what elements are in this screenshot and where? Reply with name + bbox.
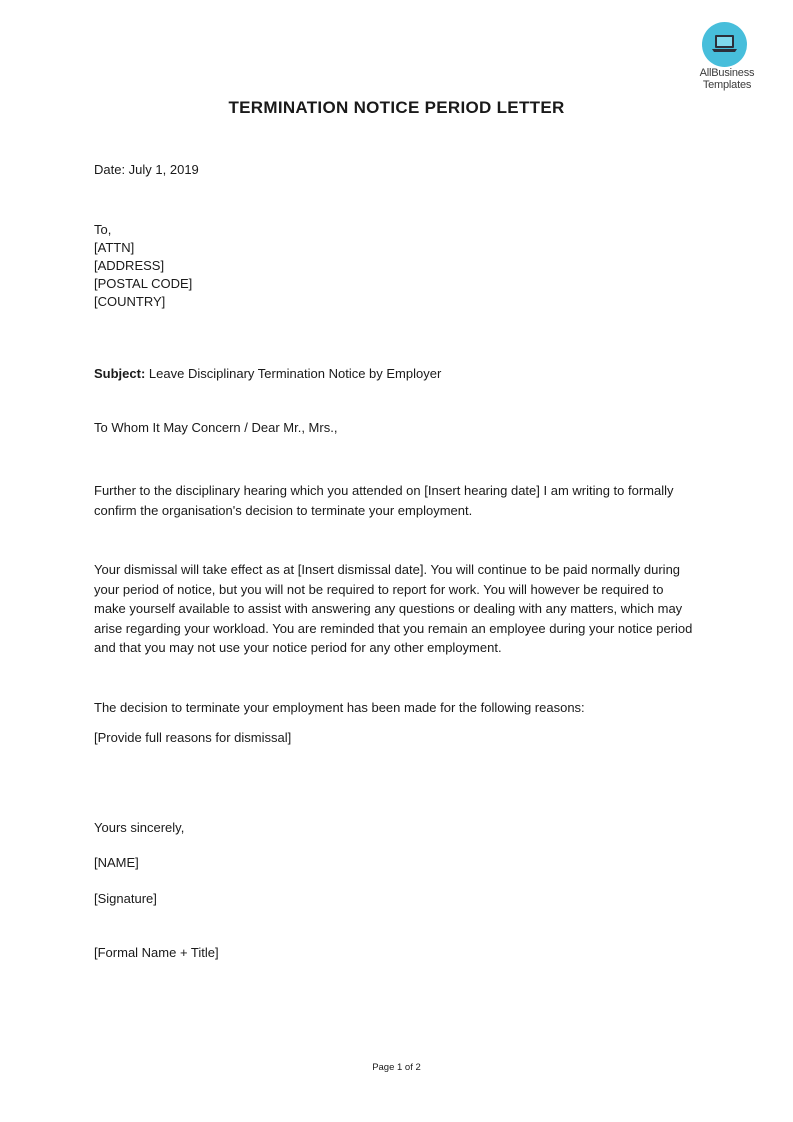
logo-badge xyxy=(702,22,747,67)
subject-text: Leave Disciplinary Termination Notice by Employer xyxy=(145,366,442,381)
laptop-icon xyxy=(711,33,738,55)
paragraph-reasons-intro: The decision to terminate your employment has been made for the following reasons: xyxy=(94,700,585,715)
logo-line-2: Templates xyxy=(702,79,752,91)
valediction: Yours sincerely, xyxy=(94,820,185,835)
recipient-country: [COUNTRY] xyxy=(94,294,166,309)
document-title: TERMINATION NOTICE PERIOD LETTER xyxy=(228,98,565,117)
subject-label: Subject: xyxy=(94,366,146,381)
paragraph-hearing: Further to the disciplinary hearing which you attended on [Insert hearing date] I am writing to formally confirm the organisation's decision to terminate your employment. xyxy=(94,483,674,518)
allbusiness-templates-logo xyxy=(688,20,766,94)
recipient-attn: [ATTN] xyxy=(94,240,135,255)
salutation: To Whom It May Concern / Dear Mr., Mrs., xyxy=(94,420,338,435)
logo-wordmark xyxy=(688,67,766,91)
signature-placeholder: [Signature] xyxy=(94,891,157,906)
paragraph-dismissal: Your dismissal will take effect as at [Insert dismissal date]. You will continue to be paid normally during your period of notice, but you will not be required to report for work. You will however be required to make yourself available to assist with answering any questions or dealing with any matters, which may arise regarding your workload. You are reminded that you remain an employee during your notice period and that you may not use your notice period for any other employment. xyxy=(94,562,693,655)
paragraph-reasons-placeholder: [Provide full reasons for dismissal] xyxy=(94,730,292,745)
signer-name: [NAME] xyxy=(94,855,139,870)
date-line: Date: July 1, 2019 xyxy=(94,162,199,177)
recipient-to: To, xyxy=(94,222,112,237)
recipient-postal-code: [POSTAL CODE] xyxy=(94,276,193,291)
formal-name-title: [Formal Name + Title] xyxy=(94,945,219,960)
subject-line xyxy=(94,364,441,384)
recipient-address: [ADDRESS] xyxy=(94,258,165,273)
logo-line-1: AllBusiness xyxy=(699,67,755,79)
page-number: Page 1 of 2 xyxy=(372,1062,421,1073)
